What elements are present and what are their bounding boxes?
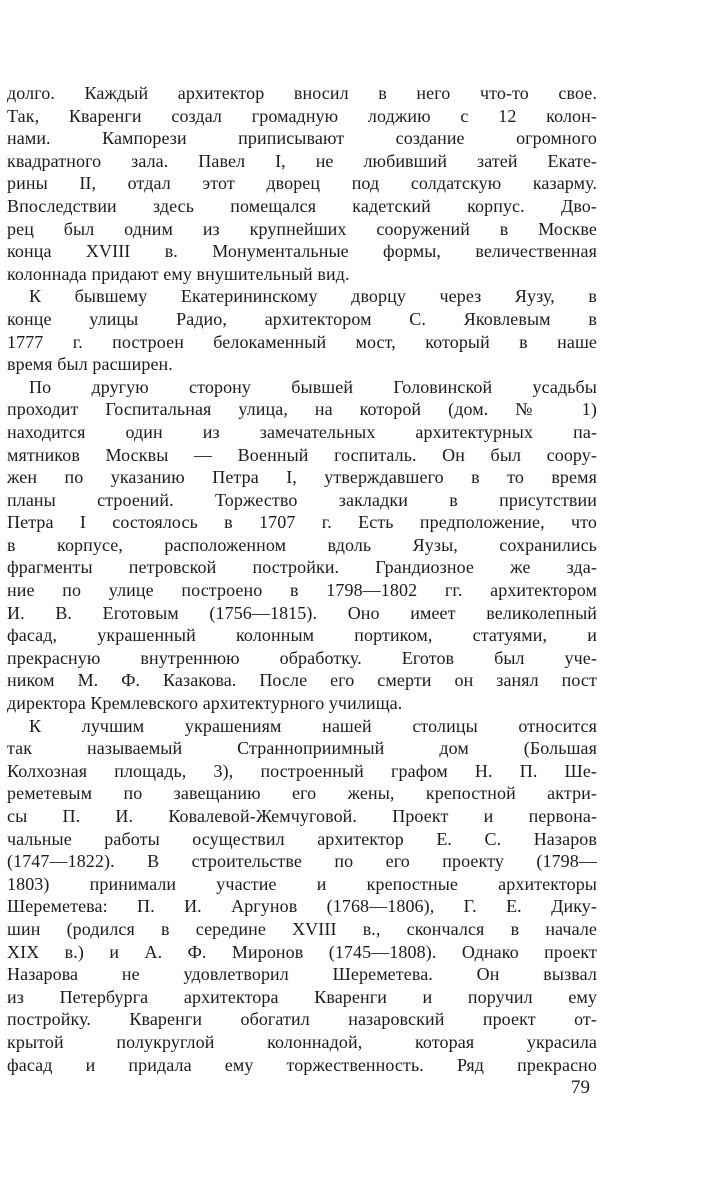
text-line: Шереметева: П. И. Аргунов (1768—1806), Г. Е. Дику- (7, 896, 597, 917)
text-line: По другую сторону бывшей Головинской усадьбы (29, 376, 597, 397)
text-line: К лучшим украшениям нашей столицы относится (29, 715, 597, 736)
text-line: находится один из замечательных архитектурных па- (7, 421, 597, 442)
text-line: Петра I состоялось в 1707 г. Есть предположение, что (7, 512, 597, 533)
text-line: К бывшему Екатерининскому дворцу через Яузу, в (29, 286, 597, 307)
text-line: шин (родился в середине XVIII в., скончался в начале (7, 918, 597, 939)
text-line: чальные работы осуществил архитектор Е. С. Назаров (7, 828, 597, 849)
text-line: XIX в.) и А. Ф. Миронов (1745—1808). Однако проект (7, 941, 597, 962)
text-line: фасад, украшенный колонным портиком, статуями, и (7, 625, 597, 646)
text-line: конца XVIII в. Монументальные формы, величественная (7, 241, 597, 262)
text-line: в корпусе, расположенном вдоль Яузы, сохранились (7, 534, 597, 555)
text-line: время был расширен. (7, 354, 173, 375)
text-line: так называемый Странноприимный дом (Большая (7, 738, 597, 759)
text-line: реметевым по завещанию его жены, крепостной актри- (7, 783, 597, 804)
text-line: долго. Каждый архитектор вносил в него что-то свое. (7, 83, 597, 103)
text-line: прекрасную внутреннюю обработку. Еготов был уче- (7, 647, 597, 668)
text-line: ником М. Ф. Казакова. После его смерти он занял пост (7, 670, 597, 691)
text-line: Колхозная площадь, 3), построенный графом Н. П. Ше- (7, 760, 597, 781)
text-line: ние по улице построено в 1798—1802 гг. архитектором (7, 580, 597, 601)
text-line: Впоследствии здесь помещался кадетский корпус. Дво- (7, 195, 597, 216)
text-line: проходит Госпитальная улица, на которой (дом. № 1) (7, 399, 597, 420)
text-line: фрагменты петровской постройки. Грандиозное же зда- (7, 557, 597, 578)
text-line: из Петербурга архитектора Кваренги и поручил ему (7, 986, 597, 1007)
text-line: Назарова не удовлетворил Шереметева. Он вызвал (7, 964, 597, 985)
text-line: мятников Москвы — Военный госпиталь. Он был соору- (7, 444, 597, 465)
text-line: конце улицы Радио, архитектором С. Яковлевым в (7, 308, 597, 329)
text-line: И. В. Еготовым (1756—1815). Оно имеет великолепный (7, 602, 597, 623)
text-line: фасад и придала ему торжественность. Ряд прекрасно (7, 1054, 597, 1075)
text-line: 1777 г. построен белокаменный мост, который в наше (7, 331, 597, 352)
page-number: 79 (571, 1077, 590, 1098)
text-line: рец был одним из крупнейших сооружений в Москве (7, 218, 597, 239)
text-line: сы П. И. Ковалевой-Жемчуговой. Проект и первона- (7, 806, 597, 826)
text-line: постройку. Кваренги обогатил назаровский проект от- (7, 1009, 597, 1030)
text-line: нами. Кампорези приписывают создание огромного (7, 128, 597, 149)
text-line: крытой полукруглой колоннадой, которая украсила (7, 1031, 597, 1052)
text-line: Так, Кваренги создал громадную лоджию с 12 колон- (7, 105, 597, 126)
text-line: жен по указанию Петра I, утверждавшего в то время (7, 467, 597, 488)
body-text (7, 82, 597, 1076)
text-line: 1803) принимали участие и крепостные архитекторы (7, 873, 597, 894)
text-line: планы строений. Торжество закладки в присутствии (7, 489, 597, 510)
text-line: квадратного зала. Павел I, не любивший затей Екате- (7, 150, 597, 171)
text-line: (1747—1822). В строительстве по его проекту (1798— (7, 851, 597, 872)
text-line: директора Кремлевского архитектурного училища. (7, 693, 403, 714)
text-line: колоннада придают ему внушительный вид. (7, 263, 350, 284)
text-line: рины II, отдал этот дворец под солдатскую казарму. (7, 173, 597, 194)
